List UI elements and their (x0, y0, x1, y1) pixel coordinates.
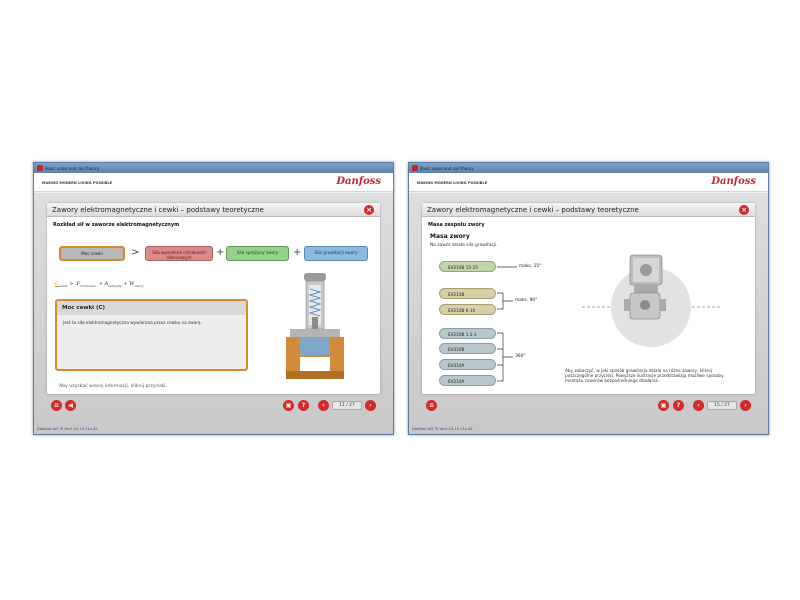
app-icon (37, 165, 43, 171)
stage (34, 193, 393, 434)
version-text: Danfoss A/S ® Ver1.14.15.11c-32 (37, 427, 98, 431)
operator-plus-1: + (216, 247, 225, 258)
menu-icon[interactable]: ≡ (426, 400, 437, 411)
stage (409, 193, 768, 434)
formula-plus-2: + (123, 281, 128, 287)
info-box (55, 299, 248, 371)
prev-arrow-icon[interactable]: ‹ (318, 400, 329, 411)
model-button[interactable]: EV210B 6-10 (439, 304, 496, 315)
section-title: Masa zwory (430, 233, 470, 240)
print-icon[interactable]: ▣ (283, 400, 294, 411)
close-icon[interactable]: × (739, 205, 749, 215)
formula-gt: > (69, 281, 74, 287)
menu-icon[interactable]: ≡ (51, 400, 62, 411)
info-text: Jest to siła elektromagnetyczna wywierana przez cewkę na zworę. (63, 320, 202, 325)
model-button[interactable]: EV310A (439, 359, 496, 370)
angle-label-15: maks. 15° (519, 264, 542, 269)
description-text: Aby zobaczyć, w jaki sposób grawitacja działa na różne zawory, kliknij poszczególne przyciski. Powyższe ilustracje przedstawiają możliwe sposoby montażu zaworów bezpośredniego działania. (565, 368, 724, 384)
content-panel (47, 203, 380, 394)
print-icon[interactable]: ▣ (658, 400, 669, 411)
help-icon[interactable]: ? (298, 400, 309, 411)
window-title: Basic valve and coil theory (45, 165, 99, 171)
right-window (408, 162, 769, 435)
valve-illustration (282, 271, 352, 383)
page-counter: 11 / 27 (332, 401, 362, 410)
subheading: Masa zespołu zwory (428, 222, 485, 228)
brand-bar (34, 173, 393, 192)
pill-spring-force[interactable]: Siła sprężyny zwory (226, 246, 289, 261)
model-button[interactable]: EV210B 1.5-3 (439, 328, 496, 339)
danfoss-logo: Danfoss (711, 176, 756, 187)
info-title: Moc cewki (C) (57, 301, 246, 315)
titlebar[interactable] (409, 163, 768, 173)
pill-differential-force[interactable]: Siła wywołana ciśnieniem różnicowym (145, 246, 213, 261)
page-counter: 15 / 27 (707, 401, 737, 410)
formula-a-sub: sprężyny (108, 284, 122, 288)
force-formula (55, 281, 143, 288)
model-button[interactable]: EV310B (439, 343, 496, 354)
angle-label-90: maks. 90° (515, 298, 538, 303)
operator-plus-2: + (293, 247, 302, 258)
content-header (47, 203, 380, 217)
page-title: Zawory elektromagnetyczne i cewki – podstawy teoretyczne (427, 205, 639, 214)
next-arrow-icon[interactable]: › (740, 400, 751, 411)
model-button[interactable]: EV210A (439, 375, 496, 386)
subheading: Rozkład sił w zaworze elektromagnetycznym (53, 222, 180, 228)
pill-coil-power[interactable]: Moc cewki (59, 246, 125, 261)
angle-label-360: 360° (515, 354, 526, 359)
formula-c: C (55, 281, 59, 287)
formula-f-sub: różnicowe (80, 284, 96, 288)
close-icon[interactable]: × (364, 205, 374, 215)
footer (47, 398, 380, 414)
prev-arrow-icon[interactable]: ‹ (693, 400, 704, 411)
operator-gt: > (131, 247, 140, 258)
titlebar[interactable] (34, 163, 393, 173)
content-panel (422, 203, 755, 394)
hint-text: Aby uzyskać więcej informacji, kliknij przyciski. (59, 384, 168, 389)
left-window (33, 162, 394, 435)
help-icon[interactable]: ? (673, 400, 684, 411)
window-title: Basic valve and coil theory (420, 165, 474, 171)
formula-w-sub: zwory (134, 284, 144, 288)
footer (422, 398, 755, 414)
app-icon (412, 165, 418, 171)
section-text: Na zawór działa siła grawitacji. (430, 243, 498, 248)
danfoss-logo: Danfoss (336, 176, 381, 187)
model-button[interactable]: EV215B (439, 288, 496, 299)
formula-plus-1: + (98, 281, 104, 287)
model-button[interactable]: EV210B 15-25 (439, 261, 496, 272)
brand-bar (409, 173, 768, 192)
tagline: MAKING MODERN LIVING POSSIBLE (417, 181, 488, 185)
page-title: Zawory elektromagnetyczne i cewki – podstawy teoretyczne (52, 205, 264, 214)
version-text: Danfoss A/S ® Ver1.14.15.11c-32 (412, 427, 473, 431)
pill-gravity-force[interactable]: Siła grawitacji zwory (304, 246, 368, 261)
formula-w: W (129, 281, 135, 287)
formula-a: A (104, 281, 109, 287)
sound-icon[interactable]: ◀ (65, 400, 76, 411)
formula-f: F (76, 281, 81, 287)
next-arrow-icon[interactable]: › (365, 400, 376, 411)
tagline: MAKING MODERN LIVING POSSIBLE (42, 181, 113, 185)
connector-lines (422, 203, 757, 394)
formula-c-sub: cewki (58, 284, 68, 288)
